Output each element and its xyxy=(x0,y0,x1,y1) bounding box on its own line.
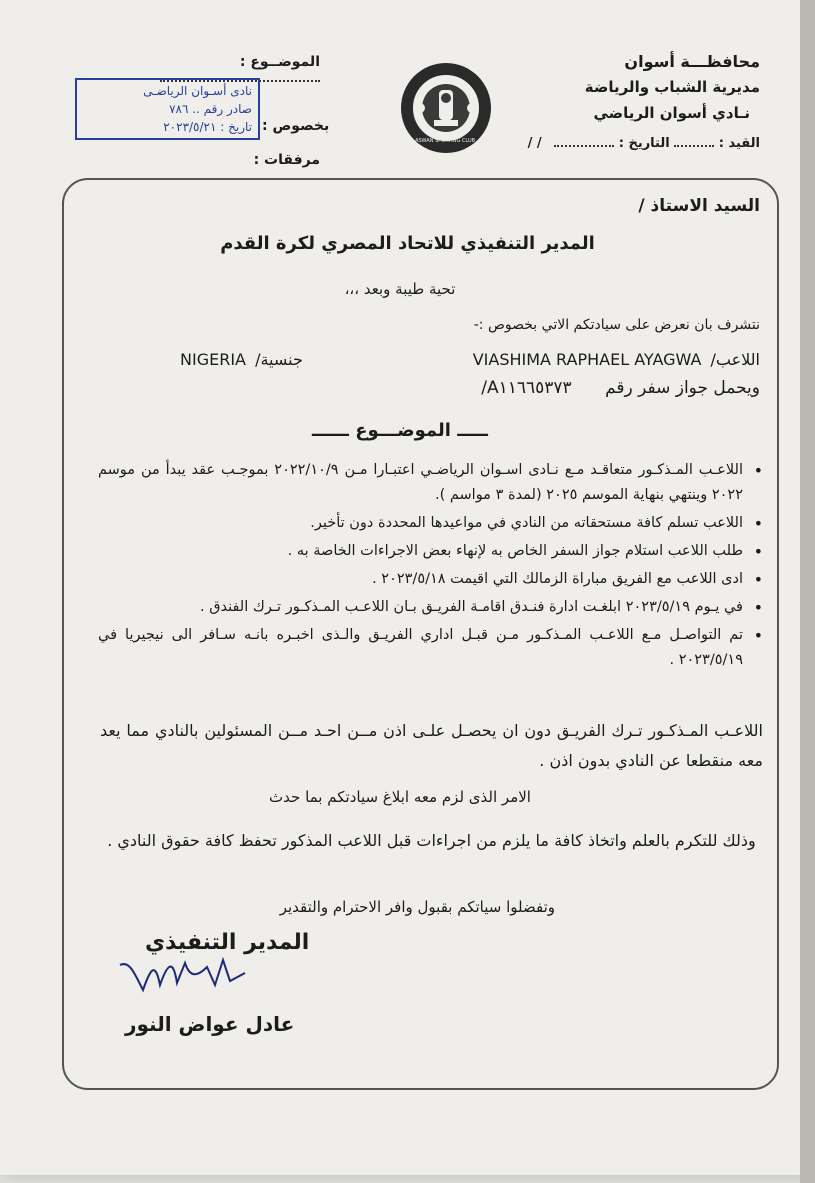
nationality-value: NIGERIA xyxy=(180,350,246,369)
stamp-number: صادر رقم .. ٧٨٦ xyxy=(169,102,252,116)
passport-number: A١١٦٦٥٣٧٣/ xyxy=(481,378,572,398)
regarding-label: بخصوص : xyxy=(262,118,330,134)
list-item: • في يـوم ٢٠٢٣/٥/١٩ ابلغـت ادارة فنـدق اقامـة الفريـق بـان اللاعـب المـذكـور تـرك الفندق . xyxy=(98,595,763,620)
outgoing-stamp xyxy=(75,78,260,140)
paragraph-absence: اللاعـب المـذكـور تـرك الفريـق دون ان يحصـل علـى اذن مــن احـد مــن المسئولين بالنادي مما يعد معه منقطعا عن النادي بدون اذن . xyxy=(100,721,763,770)
qaid-label: القيد : xyxy=(718,136,760,151)
greeting: تحية طيبة وبعد ،،، xyxy=(344,280,456,298)
points-list xyxy=(98,458,763,676)
passport-line xyxy=(481,378,760,398)
attachments-label: مرفقات : xyxy=(253,152,320,168)
nationality-label: جنسية/ xyxy=(255,350,303,369)
player-label: اللاعب/ xyxy=(710,350,760,369)
logo-caption: ASWAN SPORTING CLUB xyxy=(414,138,476,144)
passport-label: ويحمل جواز سفر رقم xyxy=(605,378,760,398)
page-edge xyxy=(800,0,815,1183)
date-value: / / xyxy=(527,136,542,151)
directorate-label: مديرية الشباب والرياضة xyxy=(584,78,760,96)
closing-line: وتفضلوا سياتكم بقبول وافر الاحترام والتقدير xyxy=(279,898,555,916)
subject-heading: ـــــ الموضـــوع ــــــ xyxy=(312,420,488,441)
governorate-label: محافظـــة أسوان xyxy=(624,52,760,71)
list-item: • اللاعب تسلم كافة مستحقاته من النادي في مواعيدها المحددة دون تأخير. xyxy=(98,511,763,536)
stamp-club: نادى أسـوان الرياضـى xyxy=(143,84,252,98)
club-label: نـادي أسوان الرياضي xyxy=(593,104,750,122)
signer-name: عادل عواض النور xyxy=(125,1012,295,1036)
subject-label: الموضــوع : xyxy=(239,54,320,70)
list-item: • ادى اللاعب مع الفريق مباراة الزمالك التي اقيمت ٢٠٢٣/٥/١٨ . xyxy=(98,567,763,592)
addressee: المدير التنفيذي للاتحاد المصري لكرة القدم xyxy=(220,233,595,254)
signature-scribble xyxy=(115,945,265,1005)
player-line xyxy=(473,350,760,369)
list-item: • طلب اللاعب استلام جواز السفر الخاص به لإنهاء بعض الاجراءات الخاصة به . xyxy=(98,539,763,564)
nationality-line xyxy=(180,350,303,369)
player-name: VIASHIMA RAPHAEL AYAGWA xyxy=(472,350,702,369)
header-org-block xyxy=(510,50,760,126)
salutation: السيد الاستاذ / xyxy=(638,196,760,216)
signer-title: المدير التنفيذي xyxy=(145,930,310,955)
stamp-date: تاريخ : ٢٠٢٣/٥/٢١ xyxy=(163,120,252,134)
date-label: التاريخ : xyxy=(618,136,670,151)
list-item: • اللاعـب المـذكـور متعاقـد مـع نـادى اسـوان الرياضـي اعتبـارا مـن ٢٠٢٢/١٠/٩ بموجـب عقد يبدأ من موسم ٢٠٢٢ وينتهي بنهاية الموسم ٢٠٢٥ (لمدة ٣ مواسم ). xyxy=(98,458,763,508)
paragraph-action: وذلك للتكرم بالعلم واتخاذ كافة ما يلزم من اجراءات قبل اللاعب المذكور تحفظ كافة حقوق النادي . xyxy=(107,831,756,850)
qaid-row xyxy=(500,136,760,151)
list-item: • تم التواصـل مـع اللاعـب المـذكـور مـن قبـل اداري الفريـق والـذى اخبـره بانـه سـافر الى نيجيريا في ٢٠٢٣/٥/١٩ . xyxy=(98,623,763,673)
intro-line: نتشرف بان نعرض على سيادتكم الاتي بخصوص :- xyxy=(473,317,760,333)
paragraph-notify: الامر الذى لزم معه ابلاغ سيادتكم بما حدث xyxy=(269,788,531,806)
